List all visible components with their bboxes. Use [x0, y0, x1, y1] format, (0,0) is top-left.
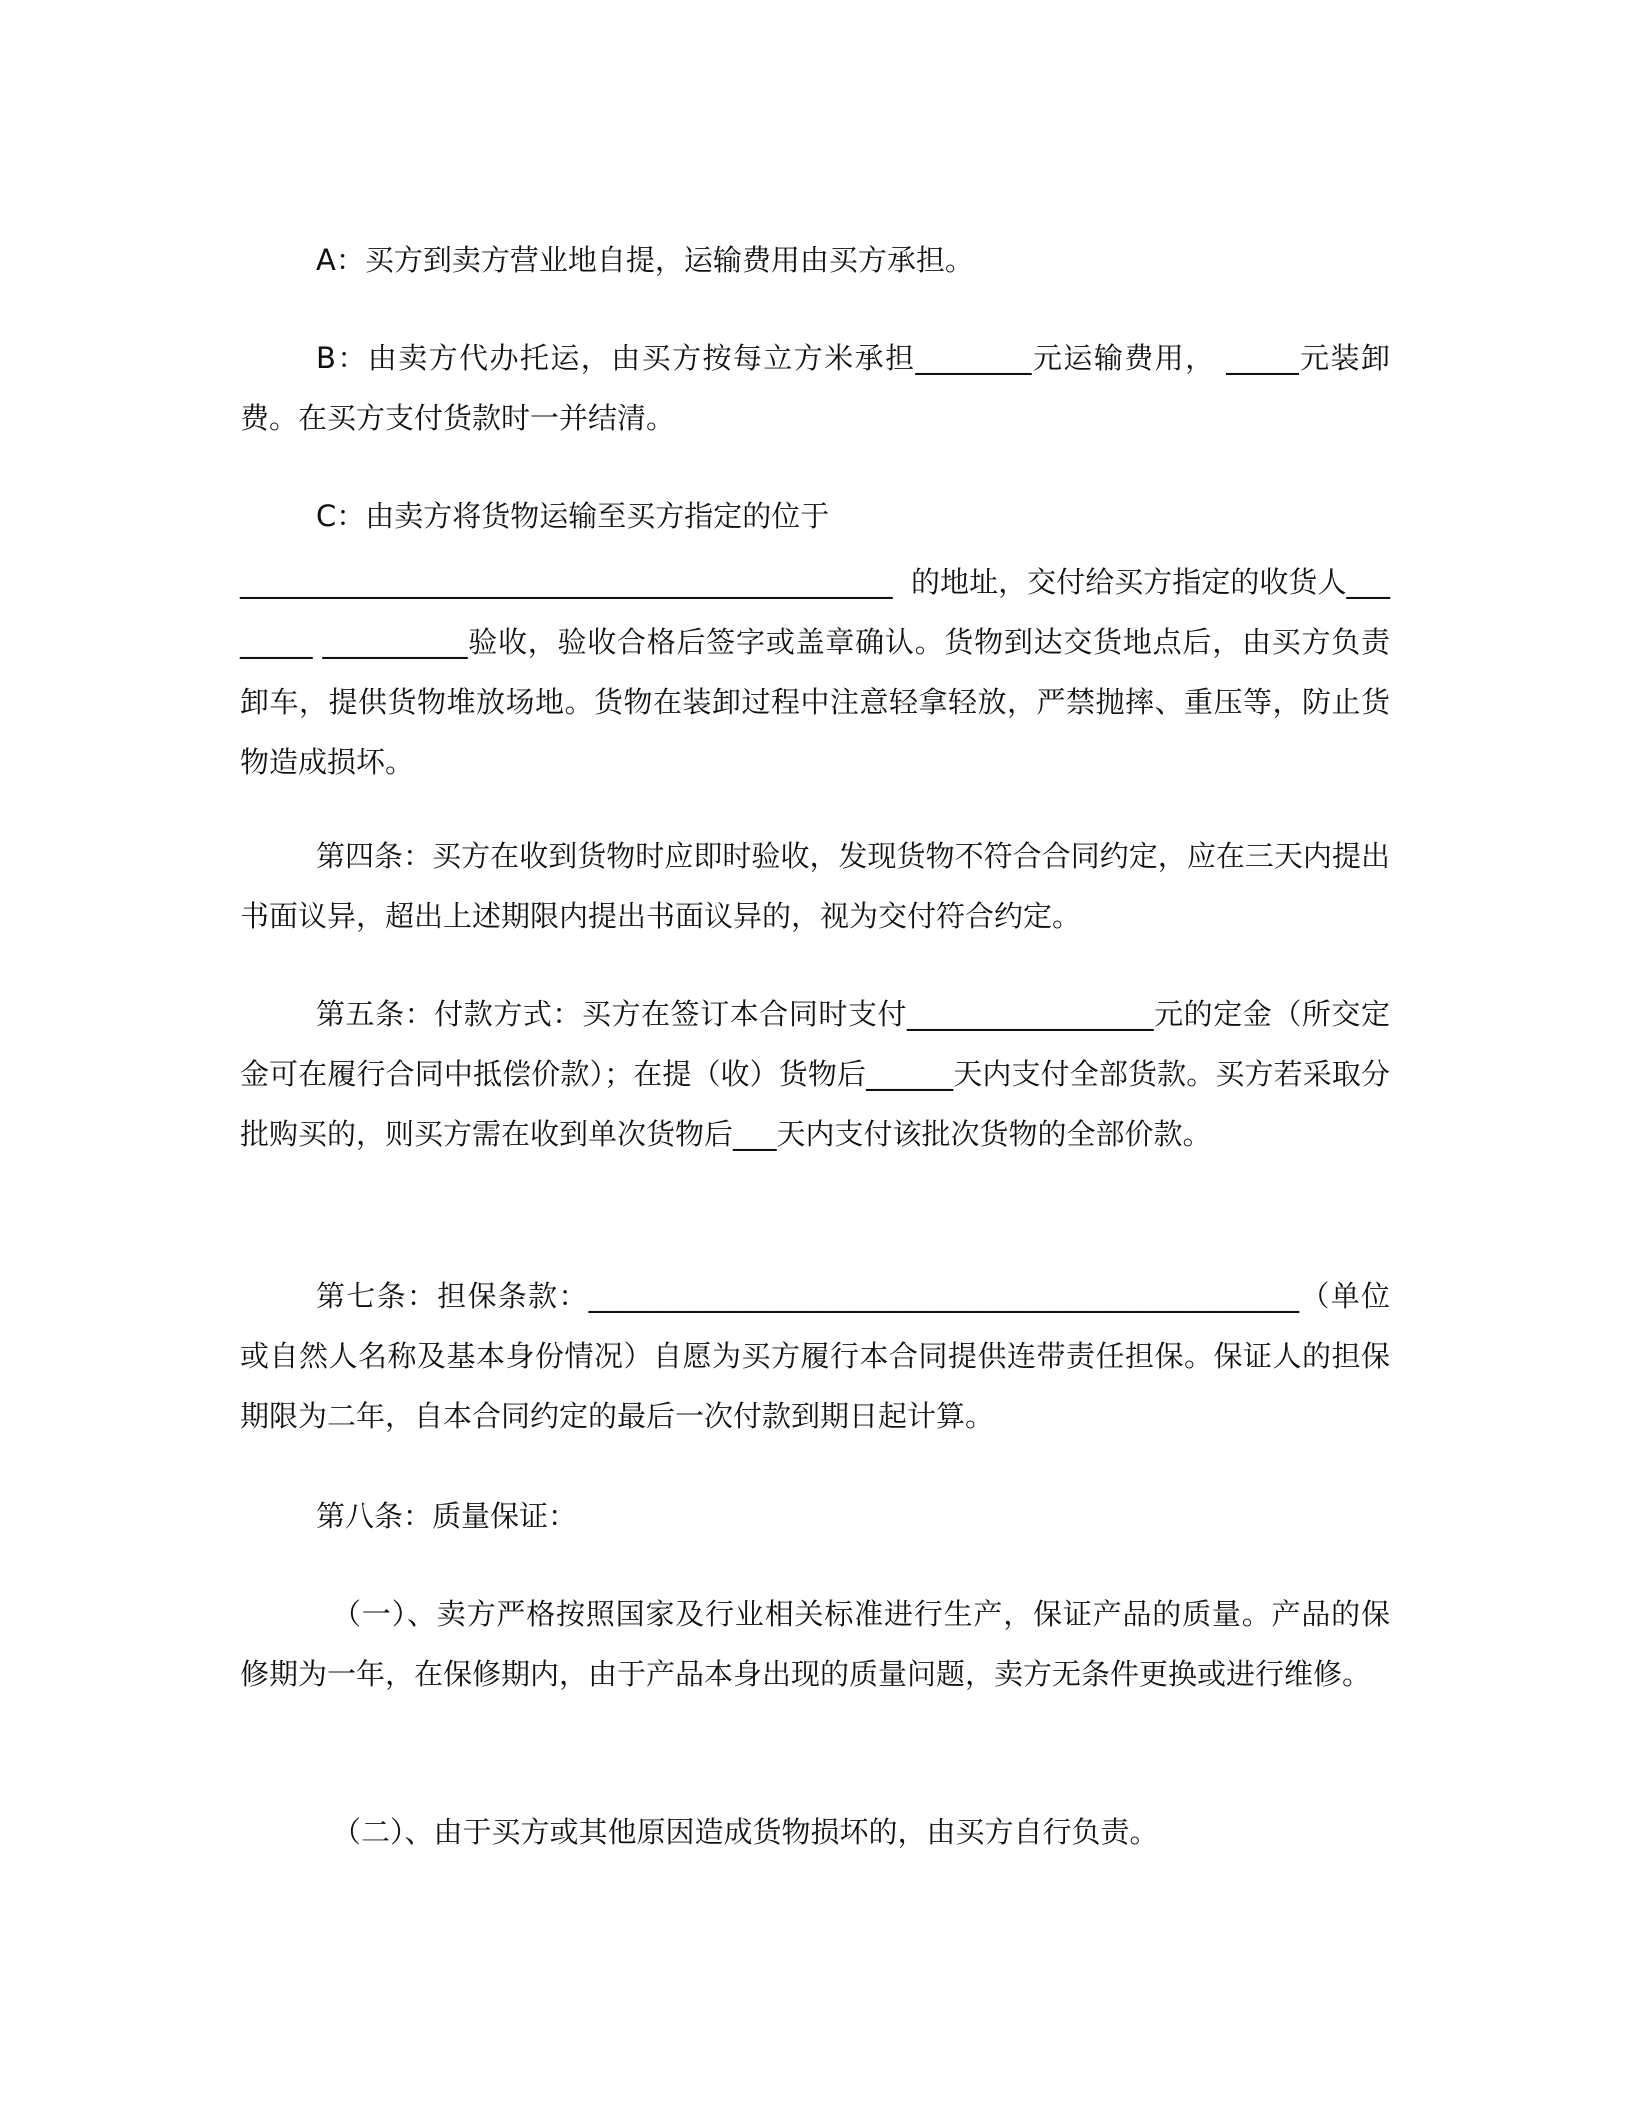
paragraph-article-8-item-1: （一）、卖方严格按照国家及行业相关标准进行生产，保证产品的质量。产品的保修期为一年，在保修期内，由于产品本身出现的质量问题，卖方无条件更换或进行维修。: [240, 1597, 1390, 1691]
paragraph-option-b: B：由卖方代办托运，由买方按每立方米承担________元运输费用， _____元装卸费。在买方支付货款时一并结清。: [240, 341, 1390, 435]
paragraph-article-7: 第七条：担保条款：_________________________________________________（单位或自然人名称及基本身份情况）自愿为买方履行本合同提供连带责任担保。保证人的担保期限为二年，自本合同约定的最后一次付款到期日起计算。: [240, 1279, 1390, 1433]
paragraph-article-4: 第四条：买方在收到货物时应即时验收，发现货物不符合合同约定，应在三天内提出书面议异，超出上述期限内提出书面议异的，视为交付符合约定。: [240, 839, 1390, 933]
paragraph-article-5: 第五条：付款方式：买方在签订本合同时支付_________________元的定金（所交定金可在履行合同中抵偿价款）；在提（收）货物后______天内支付全部货款。买方若采取分批购买的，则买方需在收到单次货物后___天内支付该批次货物的全部价款。: [240, 997, 1390, 1151]
paragraph-article-8-heading: 第八条：质量保证：: [316, 1499, 578, 1533]
paragraph-delivery-address: _____________________________________________ 的地址，交付给买方指定的收货人________ __________验收，验收合格后签字或盖章确认。货物到达交货地点后，由买方负责卸车，提供货物堆放场地。货物在装卸过程中注意轻拿轻放，严禁抛摔、重压等，防止货物造成损坏。: [240, 565, 1390, 779]
paragraph-option-a: A：买方到卖方营业地自提，运输费用由买方承担。: [316, 243, 974, 277]
paragraph-option-c: C：由卖方将货物运输至买方指定的位于: [316, 499, 830, 533]
paragraph-article-8-item-2: （二）、由于买方或其他原因造成货物损坏的，由买方自行负责。: [332, 1815, 1159, 1849]
